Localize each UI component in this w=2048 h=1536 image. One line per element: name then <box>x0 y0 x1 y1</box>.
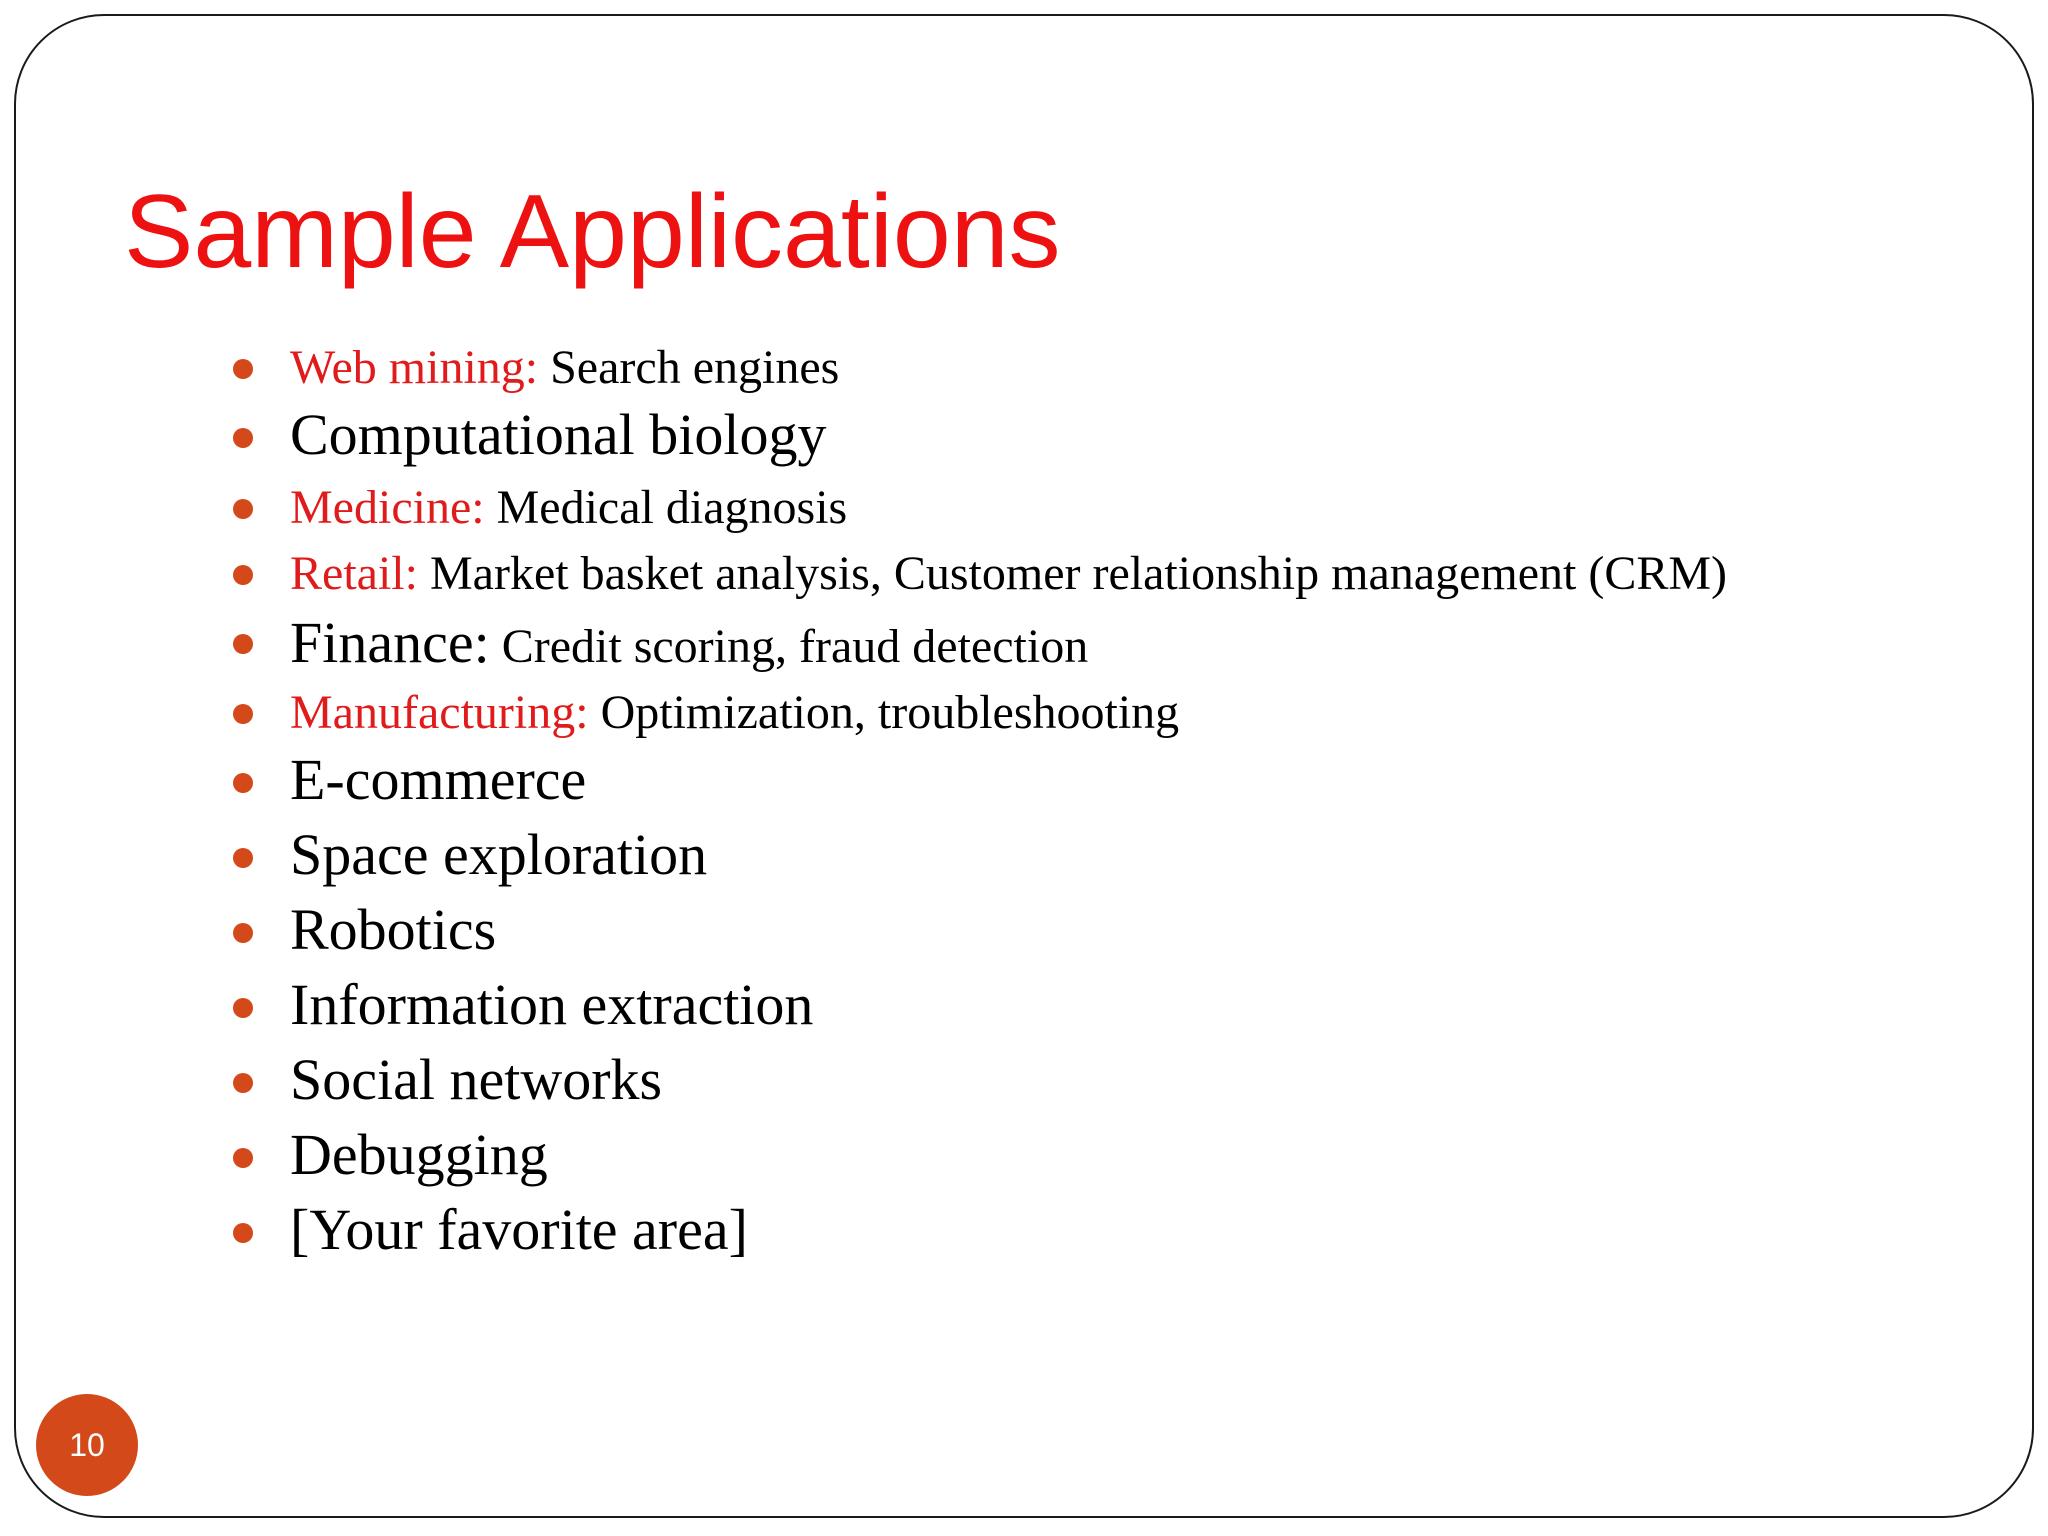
bullet-keyword: Manufacturing: <box>290 686 589 739</box>
bullet-text: Information extraction <box>290 972 814 1037</box>
bullet-text: [Your favorite area] <box>290 1197 748 1262</box>
bullet-dot-icon <box>233 1148 253 1168</box>
bullet-item-computational-biology <box>290 402 827 467</box>
bullet-item-finance <box>290 610 1089 675</box>
bullet-keyword: Medicine: <box>290 481 485 534</box>
bullet-item-space-exploration <box>290 822 708 887</box>
slide <box>14 14 2034 1518</box>
bullet-dot-icon <box>233 1073 253 1093</box>
bullet-dot-icon <box>233 428 253 448</box>
bullet-item-debugging <box>290 1122 548 1187</box>
bullet-text: Social networks <box>290 1047 663 1112</box>
bullet-dot-icon <box>233 848 253 868</box>
bullet-text: Computational biology <box>290 402 827 467</box>
bullet-lead: Finance: <box>290 610 490 675</box>
bullet-dot-icon <box>233 1223 253 1243</box>
bullet-item-retail <box>290 547 1728 600</box>
bullet-text: Credit scoring, fraud detection <box>489 620 1089 673</box>
bullet-dot-icon <box>233 565 253 585</box>
bullet-text: E-commerce <box>290 747 587 812</box>
bullet-item-web-mining <box>290 341 840 394</box>
bullet-item-social-networks <box>290 1047 663 1112</box>
bullet-dot-icon <box>233 923 253 943</box>
bullet-dot-icon <box>233 998 253 1018</box>
bullet-keyword: Retail: <box>290 547 418 600</box>
bullet-dot-icon <box>233 704 253 724</box>
page-number-badge: 10 <box>36 1394 138 1496</box>
bullet-text: Optimization, troubleshooting <box>588 686 1180 739</box>
bullet-dot-icon <box>233 634 253 654</box>
bullet-dot-icon <box>233 499 253 519</box>
bullet-item-manufacturing <box>290 686 1180 739</box>
bullet-item-medicine <box>290 481 848 534</box>
bullet-text: Medical diagnosis <box>484 481 848 534</box>
bullet-text: Robotics <box>290 897 497 962</box>
bullet-dot-icon <box>233 773 253 793</box>
bullet-text: Space exploration <box>290 822 708 887</box>
slide-title: Sample Applications <box>124 174 1061 290</box>
bullet-item-ecommerce <box>290 747 587 812</box>
bullet-dot-icon <box>233 359 253 379</box>
bullet-text: Market basket analysis, Customer relationship management (CRM) <box>417 547 1728 600</box>
bullet-item-favorite-area <box>290 1197 748 1262</box>
bullet-item-robotics <box>290 897 497 962</box>
bullet-keyword: Web mining: <box>290 341 539 394</box>
bullet-item-information-extraction <box>290 972 814 1037</box>
bullet-text: Search engines <box>538 341 840 394</box>
bullet-text: Debugging <box>290 1122 548 1187</box>
